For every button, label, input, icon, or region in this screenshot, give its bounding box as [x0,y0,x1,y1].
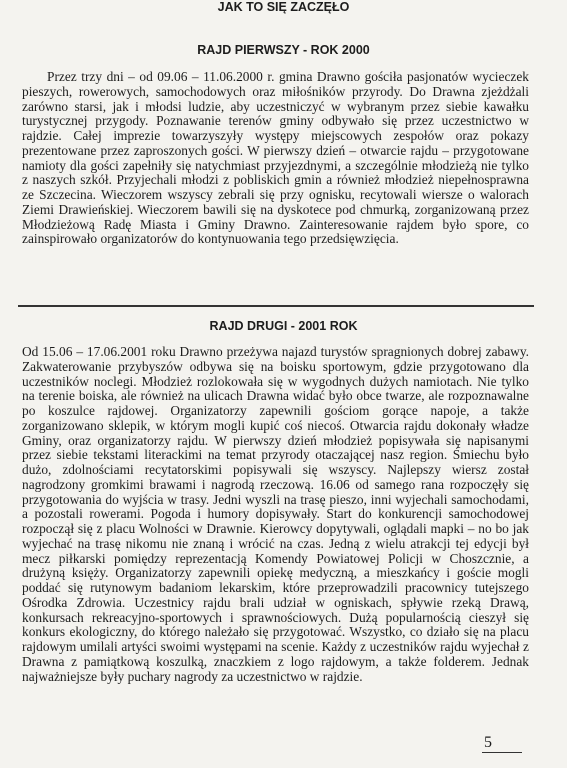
page-title: JAK TO SIĘ ZACZĘŁO [217,0,350,14]
section-title-rally-1: RAJD PIERWSZY - ROK 2000 [197,43,370,57]
section-body-rally-1: Przez trzy dni – od 09.06 – 11.06.2000 r. gmina Drawno gościła pasjonatów wycieczek pieszych, rowerowych, samochodowych oraz miłośników przyrody. Do Drawna zjeżdżali zarówno starsi, jak i młodsi ludzie, aby uczestniczyć w wybranym przez siebie kawałku turystycznej przygody. Poznawanie terenów gminy odbywało się przez uczestnictwo w rajdzie. Całej imprezie towarzyszyły występy miejscowych zespołów oraz pokazy prezentowane przez zaproszonych gości. W pierwszy dzień – otwarcie rajdu – przygotowane namioty dla gości zapełniły się natychmiast przyjezdnymi, a szczególnie młodzieżą nie tylko z naszych szkół. Przyjechali młodzi z pobliskich gmin a również młodzież niepełnosprawna ze Szczecina. Wieczorem wszyscy zebrali się przy ognisku, recytowali wiersze o walorach Ziemi Drawieńskiej. Wieczorem bawili się na dyskotece pod chmurką, zorganizowaną przez Młodzieżową Radę Miasta i Gminy Drawno. Zainteresowanie rajdem było spore, co zainspirowało organizatorów do kontynuowania tego przedsięwzięcia. [22,69,529,247]
section-divider [18,305,534,307]
page-number: 5 [484,734,492,751]
page-number-underline [482,752,522,753]
section-title-rally-2: RAJD DRUGI - 2001 ROK [209,319,358,333]
section-body-rally-2: Od 15.06 – 17.06.2001 roku Drawno przeżywa najazd turystów spragnionych dobrej zabawy. Zakwaterowanie przybyszów odbywa się na boisku sportowym, gdzie przygotowano dla uczestników noclegi. Młodzież rozlokowała się w wygodnych dużych namiotach. Nie tylko na terenie boiska, ale również na ulicach Drawna widać było obce twarze, ale rozpoznawalne po koszulce rajdowej. Organizatorzy zapewnili gościom gorące napoje, a także zorganizowano sklepik, w którym mogli kupić coś niecoś. Otwarcia rajdu dokonały władze Gminy, oraz organizatorzy rajdu. W pierwszy dzień młodzież popisywała się napisanymi przez siebie tekstami literackimi na temat przyrody otaczającej nasz region. Śmiechu było dużo, zdolnościami recytatorskimi popisywali się wszyscy. Najlepszy wiersz został nagrodzony gromkimi brawami i nagrodą rzeczową. 16.06 od samego rana rozpoczęły się przygotowania do wyjścia w trasy. Jedni wyszli na trasę pieszo, inni wyjechali samochodami, a pozostali rowerami. Pogoda i humory dopisywały. Start do konkurencji samochodowej rozpoczął się z placu Wolności w Drawnie. Kierowcy dopytywali, oglądali mapki – no bo jak wyjechać na trasę nikomu nie znaną i wrócić na czas. Jedną z wielu atrakcji tej edycji był mecz piłkarski pomiędzy reprezentacją Komendy Powiatowej Policji w Choszcznie, a drużyną księży. Organizatorzy zapewnili opiekę medyczną, a mieszkańcy i goście mogli poddać się rutynowym badaniom lekarskim, które przeprowadzili pracownicy tutejszego Ośrodka Zdrowia. Uczestnicy rajdu brali udział w ogniskach, spływie rzeką Drawą, konkursach rekreacyjno-sportowych i sprawnościowych. Dużą popularnością cieszył się konkurs ekologiczny, do którego należało się przygotować. Wszystko, co działo się na placu rajdowym umilali artyści swoimi występami na scenie. Każdy z uczestników rajdu wyjechał z Drawna z pamiątkową koszulką, znaczkiem z logo rajdowym, a także folderem. Jednak najważniejsze były puchary nagrody za uczestnictwo w rajdzie. [22,344,529,684]
